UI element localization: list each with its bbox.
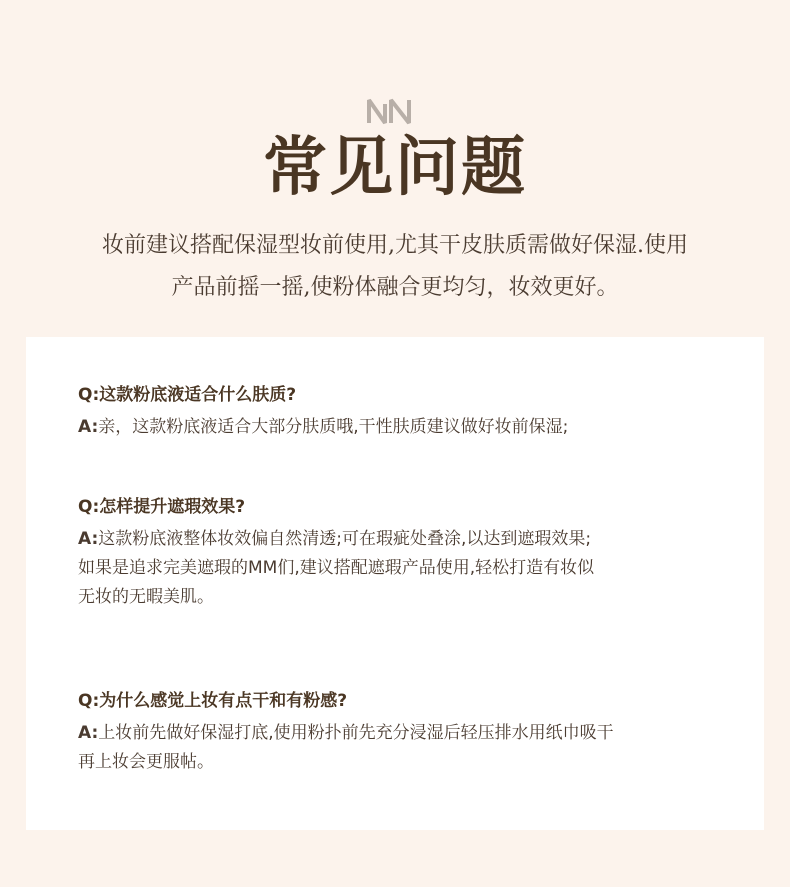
answer-text: 亲，这款粉底液适合大部分肤质哦,干性肤质建议做好妆前保湿; xyxy=(98,417,569,437)
faq-question: Q:为什么感觉上妆有点干和有粉感? xyxy=(78,691,348,711)
answer-text: 上妆前先做好保湿打底,使用粉扑前先充分浸湿后轻压排水用纸巾吸干 xyxy=(98,723,614,743)
faq-answer-line xyxy=(78,525,738,554)
answer-prefix: A: xyxy=(78,529,99,549)
faq-answer-line: 无妆的无暇美肌。 xyxy=(78,587,214,607)
faq-question: Q:这款粉底液适合什么肤质? xyxy=(78,385,297,405)
faq-answer-line: 再上妆会更服帖。 xyxy=(78,752,214,772)
answer-prefix: A: xyxy=(78,417,99,437)
intro-text xyxy=(60,225,730,309)
nn-logo-icon xyxy=(365,96,415,126)
faq-item xyxy=(78,494,738,612)
faq-item xyxy=(78,382,738,442)
faq-answer xyxy=(78,525,738,612)
answer-prefix: A: xyxy=(78,723,99,743)
intro-line: 产品前摇一摇,使粉体融合更均匀，妆效更好。 xyxy=(171,275,619,300)
page-title: 常见问题 xyxy=(263,130,527,205)
faq-answer-line: 如果是追求完美遮瑕的MM们,建议搭配遮瑕产品使用,轻松打造有妆似 xyxy=(78,558,595,578)
faq-question: Q:怎样提升遮瑕效果? xyxy=(78,497,246,517)
intro-line: 妆前建议搭配保湿型妆前使用,尤其干皮肤质需做好保湿.使用 xyxy=(102,233,688,258)
faq-answer xyxy=(78,719,738,777)
faq-item xyxy=(78,688,738,777)
faq-card xyxy=(26,337,764,830)
faq-answer xyxy=(78,413,738,442)
faq-answer-line xyxy=(78,719,738,748)
answer-text: 这款粉底液整体妆效偏自然清透;可在瑕疵处叠涂,以达到遮瑕效果; xyxy=(98,529,592,549)
faq-answer-line xyxy=(78,413,738,442)
